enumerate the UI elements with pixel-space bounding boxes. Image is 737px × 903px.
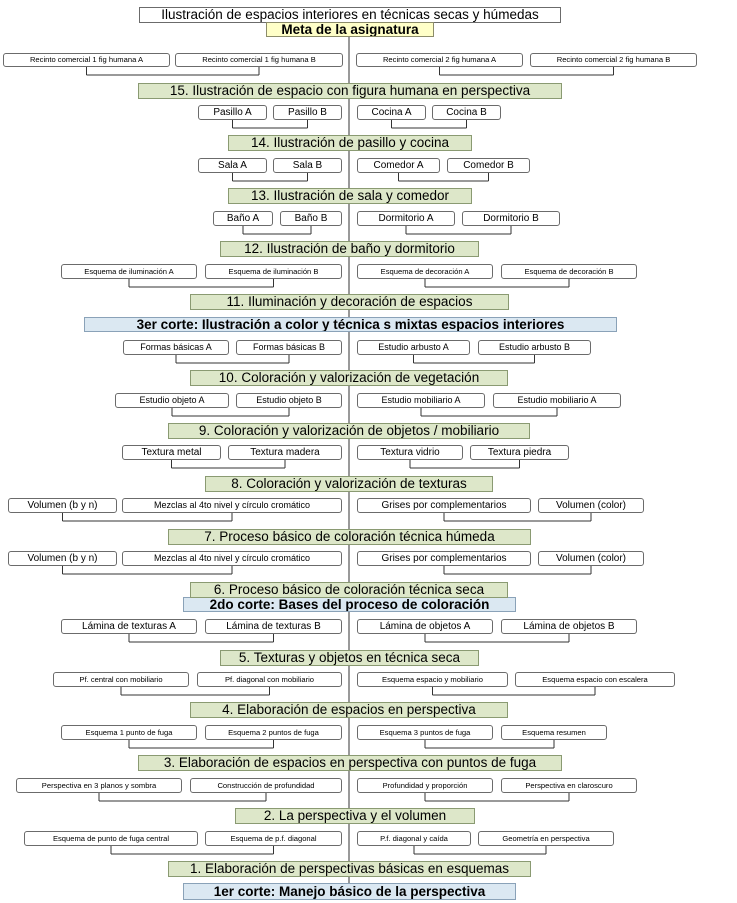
- unit-14: 14. Ilustración de pasillo y cocina: [228, 135, 472, 151]
- subtopic-u15-3: Recinto comercial 2 fig humana A: [356, 53, 523, 67]
- cut-1-heading: 1er corte: Manejo básico de la perspectiva: [183, 883, 516, 900]
- unit-9: 9. Coloración y valorización de objetos / mobiliario: [168, 423, 530, 439]
- subtopic-u13-2: Sala B: [273, 158, 342, 173]
- subtopic-u9-4: Estudio mobiliario A: [493, 393, 621, 408]
- subtopic-u4-3: Esquema espacio y mobiliario: [357, 672, 508, 687]
- subtopic-u14-1: Pasillo A: [198, 105, 267, 120]
- subtopic-u2-1: Perspectiva en 3 planos y sombra: [16, 778, 182, 793]
- subtopic-u10-4: Estudio arbusto B: [478, 340, 591, 355]
- subtopic-u3-4: Esquema resumen: [501, 725, 607, 740]
- subtopic-u7-4: Volumen (color): [538, 498, 644, 513]
- subtopic-u7-1: Volumen (b y n): [8, 498, 117, 513]
- course-title: Ilustración de espacios interiores en técnicas secas y húmedas: [139, 7, 561, 23]
- course-goal: Meta de la asignatura: [266, 22, 434, 37]
- subtopic-u11-1: Esquema de iluminación A: [61, 264, 197, 279]
- subtopic-u5-1: Lámina de texturas A: [61, 619, 197, 634]
- subtopic-u6-3: Grises por complementarios: [357, 551, 531, 566]
- subtopic-u4-1: Pf. central con mobiliario: [53, 672, 189, 687]
- unit-12: 12. Ilustración de baño y dormitorio: [220, 241, 479, 257]
- unit-1: 1. Elaboración de perspectivas básicas en esquemas: [168, 861, 531, 877]
- subtopic-u13-4: Comedor B: [447, 158, 530, 173]
- subtopic-u5-3: Lámina de objetos A: [357, 619, 493, 634]
- subtopic-u10-2: Formas básicas B: [236, 340, 342, 355]
- subtopic-u15-2: Recinto comercial 1 fig humana B: [175, 53, 343, 67]
- subtopic-u11-4: Esquema de decoración B: [501, 264, 637, 279]
- subtopic-u6-2: Mezclas al 4to nivel y círculo cromático: [122, 551, 342, 566]
- subtopic-u10-3: Estudio arbusto A: [357, 340, 470, 355]
- subtopic-u1-3: P.f. diagonal y caída: [357, 831, 471, 846]
- unit-15: 15. Ilustración de espacio con figura humana en perspectiva: [138, 83, 562, 99]
- subtopic-u7-2: Mezclas al 4to nivel y círculo cromático: [122, 498, 342, 513]
- unit-3: 3. Elaboración de espacios en perspectiva con puntos de fuga: [138, 755, 562, 771]
- subtopic-u9-3: Estudio mobiliario A: [357, 393, 485, 408]
- subtopic-u15-4: Recinto comercial 2 fig humana B: [530, 53, 697, 67]
- subtopic-u3-3: Esquema 3 puntos de fuga: [357, 725, 493, 740]
- subtopic-u15-1: Recinto comercial 1 fig humana A: [3, 53, 170, 67]
- subtopic-u2-3: Profundidad y proporción: [357, 778, 493, 793]
- subtopic-u8-1: Textura metal: [122, 445, 221, 460]
- unit-13: 13. Ilustración de sala y comedor: [228, 188, 472, 204]
- unit-5: 5. Texturas y objetos en técnica seca: [220, 650, 479, 666]
- subtopic-u9-1: Estudio objeto A: [115, 393, 229, 408]
- subtopic-u1-4: Geometría en perspectiva: [478, 831, 614, 846]
- subtopic-u8-3: Textura vidrio: [357, 445, 463, 460]
- cut-2-heading: 2do corte: Bases del proceso de coloración: [183, 597, 516, 612]
- subtopic-u7-3: Grises por complementarios: [357, 498, 531, 513]
- subtopic-u5-4: Lámina de objetos B: [501, 619, 637, 634]
- subtopic-u6-1: Volumen (b y n): [8, 551, 117, 566]
- subtopic-u12-2: Baño B: [280, 211, 342, 226]
- subtopic-u8-4: Textura piedra: [470, 445, 569, 460]
- subtopic-u8-2: Textura madera: [228, 445, 342, 460]
- subtopic-u2-2: Construcción de profundidad: [190, 778, 342, 793]
- subtopic-u4-4: Esquema espacio con escalera: [515, 672, 675, 687]
- subtopic-u13-3: Comedor A: [357, 158, 440, 173]
- subtopic-u1-2: Esquema de p.f. diagonal: [205, 831, 342, 846]
- subtopic-u11-3: Esquema de decoración A: [357, 264, 493, 279]
- unit-11: 11. Iluminación y decoración de espacios: [190, 294, 509, 310]
- unit-4: 4. Elaboración de espacios en perspectiva: [190, 702, 508, 718]
- subtopic-u9-2: Estudio objeto B: [236, 393, 342, 408]
- subtopic-u13-1: Sala A: [198, 158, 267, 173]
- subtopic-u14-2: Pasillo B: [273, 105, 342, 120]
- unit-6: 6. Proceso básico de coloración técnica seca: [190, 582, 508, 598]
- unit-7: 7. Proceso básico de coloración técnica húmeda: [168, 529, 531, 545]
- subtopic-u5-2: Lámina de texturas B: [205, 619, 342, 634]
- cut-3-heading: 3er corte: Ilustración a color y técnica s mixtas espacios interiores: [84, 317, 617, 332]
- unit-10: 10. Coloración y valorización de vegetación: [190, 370, 508, 386]
- subtopic-u12-1: Baño A: [213, 211, 273, 226]
- subtopic-u3-1: Esquema 1 punto de fuga: [61, 725, 197, 740]
- subtopic-u3-2: Esquema 2 puntos de fuga: [205, 725, 342, 740]
- subtopic-u12-3: Dormitorio A: [357, 211, 455, 226]
- subtopic-u11-2: Esquema de iluminación B: [205, 264, 342, 279]
- subtopic-u14-4: Cocina B: [432, 105, 501, 120]
- subtopic-u4-2: Pf. diagonal con mobiliario: [197, 672, 342, 687]
- subtopic-u12-4: Dormitorio B: [462, 211, 560, 226]
- unit-2: 2. La perspectiva y el volumen: [235, 808, 475, 824]
- subtopic-u14-3: Cocina A: [357, 105, 426, 120]
- subtopic-u1-1: Esquema de punto de fuga central: [24, 831, 198, 846]
- unit-8: 8. Coloración y valorización de texturas: [205, 476, 493, 492]
- subtopic-u2-4: Perspectiva en claroscuro: [501, 778, 637, 793]
- subtopic-u10-1: Formas básicas A: [123, 340, 229, 355]
- subtopic-u6-4: Volumen (color): [538, 551, 644, 566]
